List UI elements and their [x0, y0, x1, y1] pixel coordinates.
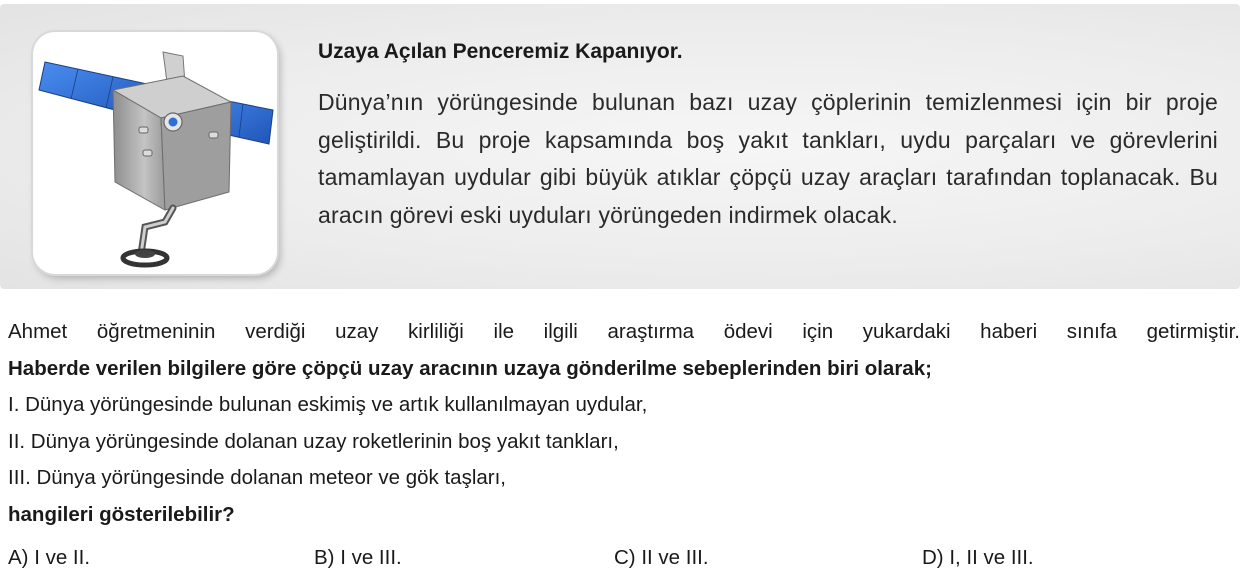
answer-options: [8, 546, 1240, 580]
statement-item-1: I. Dünya yörüngesinde bulunan eskimiş ve artık kullanılmayan uydular,: [8, 393, 648, 416]
question-prompt: Haberde verilen bilgilere göre çöpçü uzay aracının uzaya gönderilme sebeplerinden biri olarak;: [8, 356, 932, 380]
news-body: Dünya’nın yörüngesinde bulunan bazı uzay çöplerinin temizlenmesi için bir proje geliştirildi. Bu proje kapsamında boş yakıt tankları, uydu parçaları ve görevlerini tamamlayan uydular gibi büyük atıklar çöpçü uzay araçları tarafından toplanacak. Bu aracın görevi eski uyduları yörüngeden indirmek olacak.: [318, 89, 1218, 228]
satellite-illustration: [33, 32, 277, 274]
question-block: [8, 314, 1240, 533]
news-title: Uzaya Açılan Penceremiz Kapanıyor.: [318, 40, 683, 63]
option-b[interactable]: B) I ve III.: [314, 546, 402, 569]
statement-item-2: II. Dünya yörüngesinde dolanan uzay roketlerinin boş yakıt tankları,: [8, 429, 619, 453]
question-ask: hangileri gösterilebilir?: [8, 502, 235, 526]
option-d[interactable]: D) I, II ve III.: [922, 546, 1034, 569]
statement-item-3: III. Dünya yörüngesinde dolanan meteor ve gök taşları,: [8, 466, 506, 489]
satellite-image: [33, 32, 277, 274]
news-panel: [0, 4, 1240, 289]
question-intro: Ahmet öğretmeninin verdiği uzay kirliliği ile ilgili araştırma ödevi için yukardaki haberi sınıfa getirmiştir.: [8, 320, 1240, 343]
option-c[interactable]: C) II ve III.: [614, 546, 709, 569]
option-a[interactable]: A) I ve II.: [8, 546, 91, 569]
